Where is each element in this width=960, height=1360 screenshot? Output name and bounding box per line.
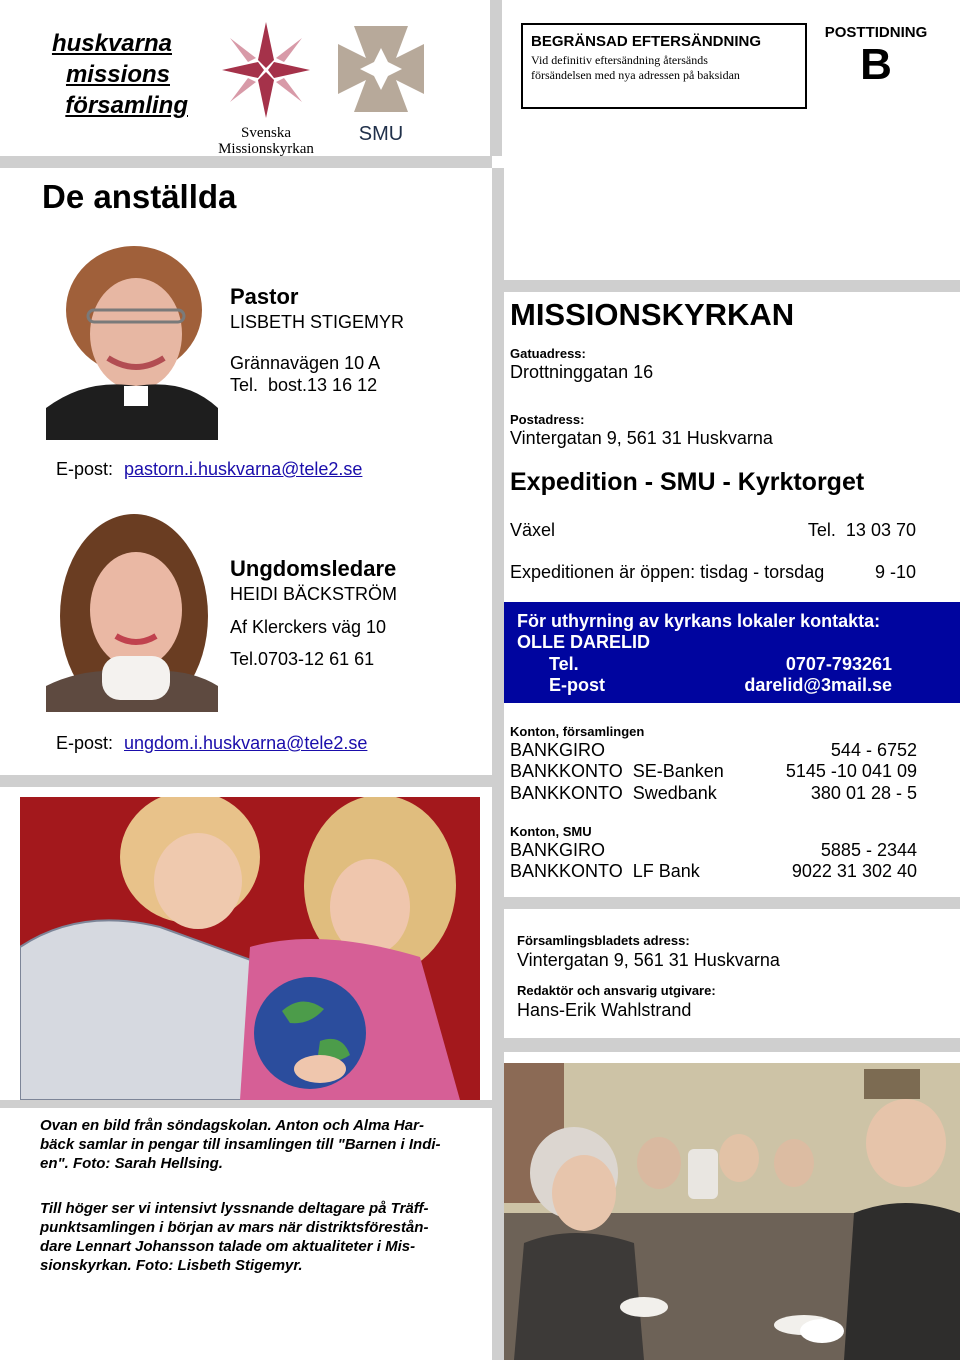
youth-address: Af Klerckers väg 10 [230,617,387,637]
caption-sunday-school [40,1116,480,1173]
account-value: 380 01 28 - 5 [810,783,917,803]
pastor-name: LISBETH STIGEMYR [230,312,405,332]
grey-band-right-2 [504,897,960,909]
account-value: 5145 -10 041 09 [785,761,917,781]
smu-label: SMU [358,123,404,145]
account-row [510,761,917,782]
hours-row [510,562,916,583]
caption-line: Ovan en bild från söndagskolan. Anton och Alma Har- [40,1117,424,1134]
rental-contact-box [504,602,960,703]
pastor-phone: Tel. bost.13 16 12 [230,375,378,395]
account-row [510,740,917,761]
caption-line: punktsamlingen i början av mars när distriktsförestån- [40,1219,429,1236]
grey-band-left-mid [0,775,504,787]
youth-role: Ungdomsledare [230,556,397,581]
pastor-role: Pastor [230,284,299,309]
hours-label: Expeditionen är öppen: tisdag - torsdag [510,562,825,582]
pastor-email-label: E-post: [56,459,114,479]
meeting-photo [504,1063,960,1360]
account-row [510,783,917,804]
youth-leader-photo [46,506,218,712]
street-address: Drottninggatan 16 [510,362,654,382]
youth-email-label: E-post: [56,733,114,753]
expedition-title: Expedition - SMU - Kyrktorget [510,468,865,496]
youth-phone: Tel.0703-12 61 61 [230,649,375,669]
postal-label: Postadress: [510,412,585,427]
account-label: BANKGIRO [510,740,606,760]
grey-band-top [0,156,492,168]
grey-band-right-3 [492,1038,960,1052]
hours-value: 9 -10 [874,562,916,582]
mail-box-line-1: Vid definitiv eftersändning återsänds [531,53,708,67]
grey-band-right-1 [504,280,960,292]
caption-line: bäck samlar in pengar till insamlingen till "Barnen i Indi- [40,1136,441,1153]
svenska-missionskyrkan-logo [208,20,324,157]
rental-tel-label: Tel. [549,654,579,674]
account-label: BANKKONTO LF Bank [510,861,700,881]
pastor-photo [46,238,218,440]
mail-forwarding-box [521,23,807,109]
posttidning-label: POSTTIDNING [824,24,928,41]
mail-box-line-2: försändelsen med nya adressen på baksidan [531,68,740,82]
caption-line: sionskyrkan. Foto: Lisbeth Stigemyr. [40,1257,303,1274]
posttidning-letter: B [860,40,892,89]
vaxel-tel: Tel. 13 03 70 [807,520,916,540]
pastor-address: Grännavägen 10 A [230,353,381,373]
logo-line-3: församling [65,92,188,119]
account-value: 544 - 6752 [830,740,917,760]
smu-accounts-label: Konton, SMU [510,824,592,839]
rental-email-label: E-post [549,675,605,695]
youth-name: HEIDI BÄCKSTRÖM [230,584,398,604]
grey-divider-vertical [490,0,502,156]
rental-tel: 0707-793261 [785,654,892,674]
mail-box-title: BEGRÄNSAD EFTERSÄNDNING [531,33,762,50]
svenska-line: Svenska [241,125,291,141]
account-row [510,861,917,882]
editor-name: Hans-Erik Wahlstrand [517,1000,692,1020]
staff-heading: De anställda [42,178,237,215]
account-value: 9022 31 302 40 [791,861,917,881]
rental-email: darelid@3mail.se [744,675,892,695]
parish-accounts-label: Konton, församlingen [510,724,645,739]
parish-logo-text [48,28,188,121]
editor-label: Redaktör och ansvarig utgivare: [517,983,716,998]
vaxel-label: Växel [510,520,556,540]
newsletter-address-label: Församlingsbladets adress: [517,933,690,948]
missionskyrkan-line: Missionskyrkan [218,141,314,157]
grey-band-left-bottom [0,1100,504,1108]
account-label: BANKKONTO Swedbank [510,783,717,803]
smu-logo [334,22,428,152]
smu-cross-icon [334,22,428,116]
sunday-school-photo [20,797,480,1100]
caption-meeting [40,1199,480,1275]
vaxel-row [510,520,916,541]
postal-address: Vintergatan 9, 561 31 Huskvarna [510,428,773,448]
logo-line-2: missions [65,61,170,88]
account-label: BANKKONTO SE-Banken [510,761,724,781]
church-title: MISSIONSKYRKAN [510,297,795,332]
grey-divider-right-top [492,168,504,1360]
caption-line: en". Foto: Sarah Hellsing. [40,1155,223,1172]
rental-title: För uthyrning av kyrkans lokaler kontakta: [517,611,881,631]
pastor-email-link[interactable]: pastorn.i.huskvarna@tele2.se [124,459,363,479]
account-label: BANKGIRO [510,840,606,860]
street-label: Gatuadress: [510,346,586,361]
caption-line: dare Lennart Johansson talade om aktualiteter i Mis- [40,1238,416,1255]
account-value: 5885 - 2344 [820,840,917,860]
caption-line: Till höger ser vi intensivt lyssnande deltagare på Träff- [40,1200,429,1217]
account-row [510,840,917,861]
youth-email-link[interactable]: ungdom.i.huskvarna@tele2.se [124,733,368,753]
missionskyrkan-cross-icon [208,20,324,120]
rental-name: OLLE DARELID [517,632,650,652]
logo-line-1: huskvarna [51,30,172,57]
newsletter-address: Vintergatan 9, 561 31 Huskvarna [517,950,780,970]
